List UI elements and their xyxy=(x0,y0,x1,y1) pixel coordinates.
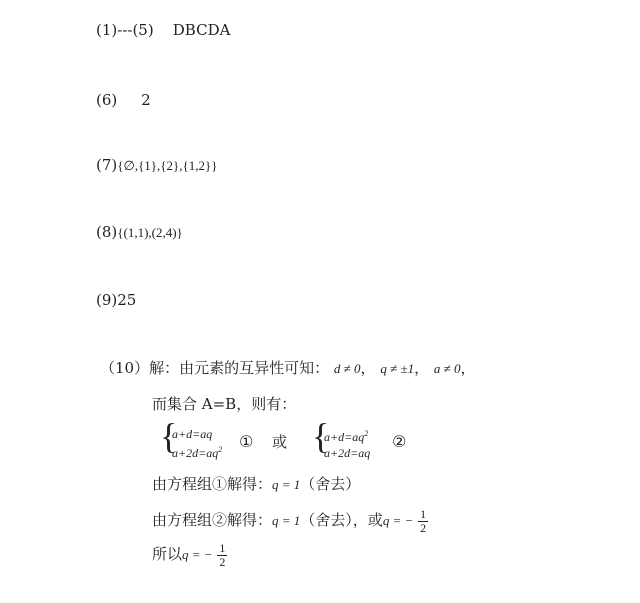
q-neg: q = − xyxy=(382,513,414,528)
answer-6 xyxy=(96,90,151,110)
answer-8-value: {(1,1),(2,4)} xyxy=(117,225,183,240)
circled-one-marker: ① xyxy=(239,432,254,451)
q10-intro: （10）解：由元素的互异性可知： d ≠ 0， q ≠ ±1， a ≠ 0， xyxy=(100,359,476,377)
q-equals-1-b: q = 1 xyxy=(272,513,301,528)
answer-6-value: 2 xyxy=(141,91,151,109)
sys1-row2: $a+2d=aq^2$ xyxy=(172,445,223,460)
sys1-row1: a+d=aq xyxy=(172,427,213,441)
fraction-one-half: $\frac{1}{2}$ xyxy=(420,506,427,535)
answer-8 xyxy=(96,222,183,243)
q10-label: （10）解：由元素的互异性可知： xyxy=(100,359,330,377)
answer-9-label: (9) xyxy=(96,291,118,309)
answer-1-5-value: DBCDA xyxy=(172,21,231,39)
answer-9-value: 25 xyxy=(117,291,137,309)
left-brace-1: { xyxy=(160,416,178,456)
left-brace-2: { xyxy=(312,416,330,456)
or-text: 或 xyxy=(272,433,288,451)
q-equals-1: q = 1 xyxy=(272,477,301,492)
answer-1-5 xyxy=(96,20,230,40)
answer-9 xyxy=(96,290,136,310)
q10-line6: 所以q = − $\frac{1}{2}$ xyxy=(152,540,226,569)
answer-6-label: (6) xyxy=(96,91,118,109)
answer-8-label: (8) xyxy=(96,223,118,241)
answer-7-label: (7) xyxy=(96,156,118,174)
q10-line5: 由方程组②解得：q = 1（舍去），或q = − $\frac{1}{2}$ xyxy=(152,506,427,535)
answer-7-value: {∅,{1},{2},{1,2}} xyxy=(117,158,218,173)
q10-cond-q: q ≠ ±1 xyxy=(380,361,415,376)
q10-cond-d: d ≠ 0 xyxy=(333,361,361,376)
sys2-row2: a+2d=aq xyxy=(324,446,371,460)
answer-7 xyxy=(96,155,218,176)
q-neg-final: q = − xyxy=(182,547,213,562)
q10-cond-a: a ≠ 0 xyxy=(433,361,461,376)
q10-line4: 由方程组①解得：q = 1（舍去） xyxy=(152,475,361,493)
answer-1-5-label: (1)---(5) xyxy=(96,21,154,39)
sys2-row1: $a+d=aq^2$ xyxy=(324,429,369,444)
fraction-one-half-final: $\frac{1}{2}$ xyxy=(219,540,226,569)
circled-two-marker: ② xyxy=(392,432,407,451)
q10-line2: 而集合 A=B，则有： xyxy=(152,395,297,413)
